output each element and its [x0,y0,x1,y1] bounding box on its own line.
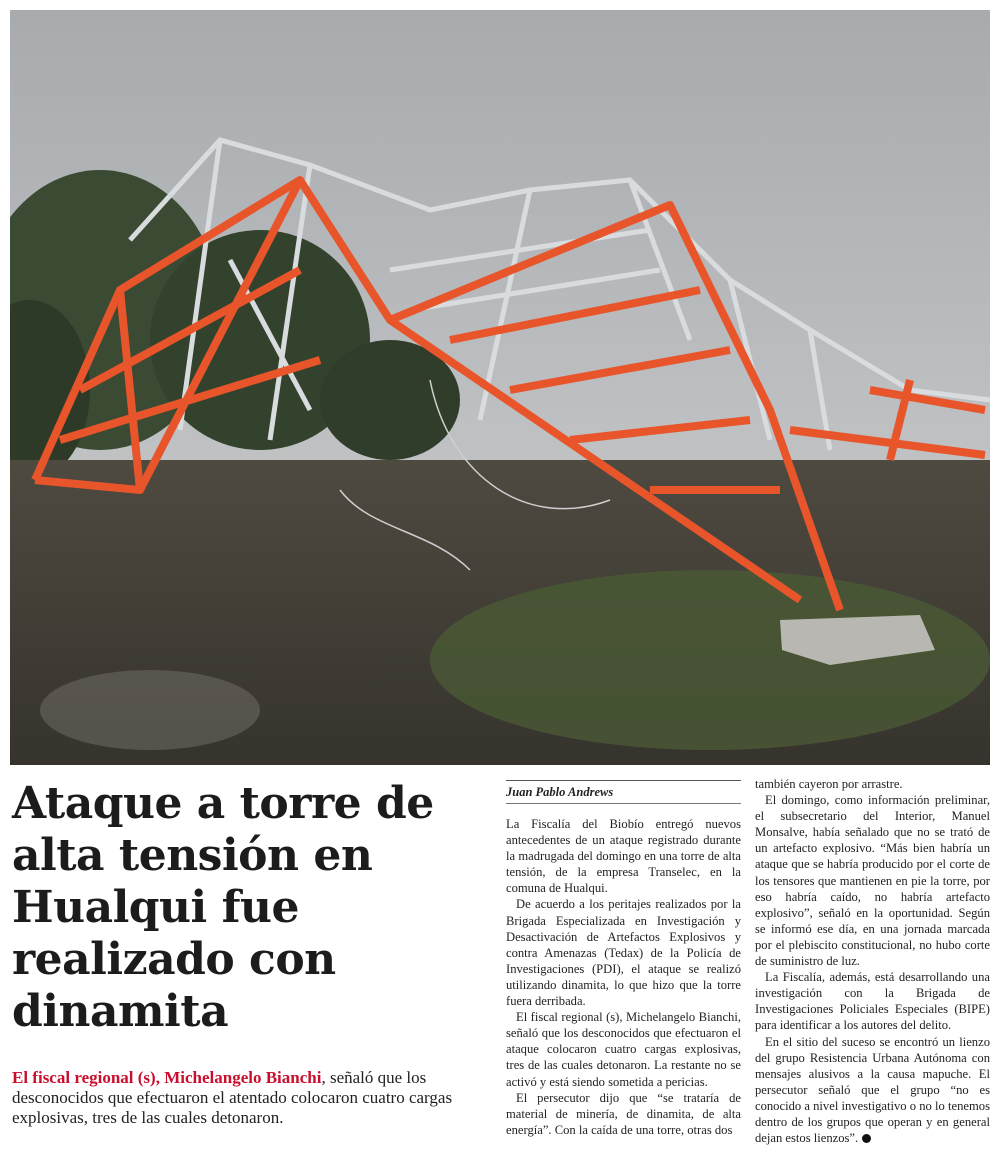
lede [12,1068,482,1128]
body-paragraph: La Fiscalía del Biobío entregó nuevos antecedentes de un ataque registrado durante la madrugada del domingo en una torre de alta tensión, de la empresa Transelec, en la comuna de Hualqui. [506,817,741,896]
collapsed-tower-illustration [10,10,990,765]
headline-line: realizado con [12,934,336,985]
lede-highlight: El fiscal regional (s), [12,1068,160,1087]
body-paragraph-last [755,1034,990,1147]
byline-rule [506,780,741,781]
body-paragraph: también cayeron por arrastre. [755,777,903,791]
headline-line: alta tensión en [12,830,373,881]
article-column-1 [506,780,741,1138]
body-paragraph-text: En el sitio del suceso se encontró un lienzo del grupo Resistencia Urbana Autónoma con mensajes alusivos a la causa mapuche. El persecutor señaló que el grupo “no es conocido a nivel investigativo o no lo tenemos dentro de los grupos que operan y en general dejan estos lienzos”. [755,1034,990,1146]
news-photo [10,10,990,765]
lede-text: , señaló que los desconocidos que efectuaron el atentado colocaron cuatro cargas explosivas, tres de las cuales detonaron. [12,1068,453,1127]
body-paragraph: El fiscal regional (s), Michelangelo Bianchi, señaló que los desconocidos que efectuaron el ataque colocaron cuatro cargas explosivas, tres de las cuales detonaron. La restante no se activó y está siendo sometida a pericias. [506,1010,741,1089]
headline-line: Hualqui fue [12,882,299,933]
body-paragraph: El domingo, como información preliminar, el subsecretario del Interior, Manuel Monsalve, había señalado que no se trató de un artefacto explosivo. “Más bien habría un ataque que se habría producido por el corte de los tensores que mantienen en pie la torre, por eso habría caído, no habría artefacto explosivo”, señaló en la oportunidad. Según se informó ese día, en una jornada marcada por el plebiscito constitucional, no hubo corte de suministro de luz. [755,793,990,969]
byline: Juan Pablo Andrews [506,784,741,804]
article-column-2 [755,777,990,1146]
headline-line: dinamita [12,986,229,1037]
headline-line: Ataque a torre de [12,778,434,829]
end-mark-icon [862,1134,871,1143]
body-paragraph: La Fiscalía, además, está desarrollando una investigación con la Brigada de Investigaciones Policiales Especiales (BIPE) para identificar a los autores del delito. [755,970,990,1033]
body-paragraph: El persecutor dijo que “se trataría de material de minería, de dinamita, de alta energía”. Con la caída de una torre, otras dos [506,1090,741,1137]
body-paragraph: De acuerdo a los peritajes realizados por la Brigada Especializada en Investigación y Desactivación de Artefactos Explosivos y contra Amenazas (Tedax) de la Policía de Investigaciones (PDI), el ataque se realizó utilizando dinamita, lo que hizo que la torre fuera derribada. [506,897,741,1009]
lede-highlight-name: Michelangelo Bianchi [164,1068,322,1087]
headline [12,778,482,1038]
